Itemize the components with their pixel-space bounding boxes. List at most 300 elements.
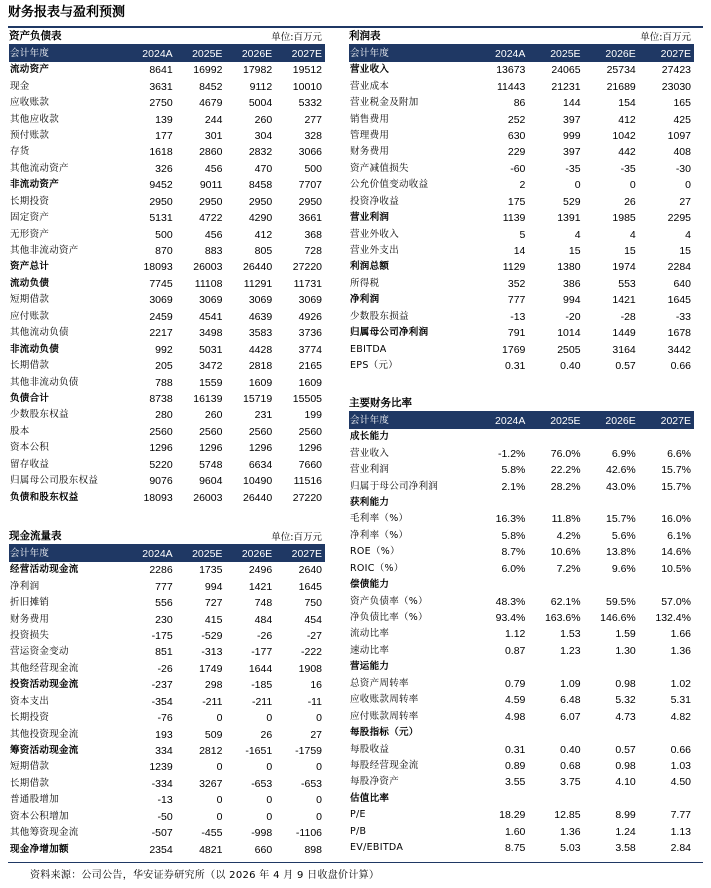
cell-value: 1.13	[670, 825, 691, 838]
source-note: 资料来源：公司公告，华安证券研究所（以 2026 年 4 月 9 日收盘价计算）	[30, 870, 380, 881]
table-row	[9, 292, 325, 308]
row-label: 净利率（%）	[350, 529, 409, 541]
cell-value: 2505	[557, 343, 581, 356]
cell-value: 4.50	[670, 776, 691, 789]
unit-label: 单位:百万元	[640, 32, 691, 43]
cell-value: 748	[254, 597, 273, 610]
cell-value: 23030	[661, 80, 691, 93]
cell-value: 27220	[292, 491, 322, 504]
year-header: 2026E	[225, 45, 275, 62]
cell-value: 1974	[612, 261, 636, 274]
cell-value: -26	[157, 662, 173, 675]
cell-value: 328	[304, 129, 322, 142]
cell-value: 0.98	[615, 759, 636, 772]
cell-value: 9112	[249, 80, 273, 93]
row-label: 营业外收入	[350, 228, 400, 240]
cell-value: -13	[157, 794, 173, 807]
table-row	[349, 725, 694, 741]
cell-value: -13	[510, 310, 526, 323]
cell-value: 2165	[298, 360, 322, 373]
cell-value: 10.5%	[661, 562, 691, 575]
cell-value: -185	[251, 679, 273, 692]
row-label: 筹资活动现金流	[10, 745, 79, 757]
cell-value: -33	[675, 310, 691, 323]
cell-value: 27	[679, 195, 691, 208]
cell-value: 205	[155, 360, 173, 373]
cell-value: 132.4%	[655, 612, 691, 625]
cell-value: -28	[620, 310, 636, 323]
table-row	[349, 610, 694, 626]
cell-value: 2860	[199, 146, 223, 159]
cell-value	[473, 791, 528, 807]
cell-value: 11.8%	[551, 513, 581, 526]
cash-flow-section	[9, 528, 325, 858]
table-row	[349, 95, 694, 111]
table-row	[9, 78, 325, 94]
cell-value	[584, 429, 639, 445]
cell-value: 175	[507, 195, 526, 208]
cell-value: 1.36	[670, 644, 691, 657]
cell-value: 470	[254, 162, 273, 175]
table-row	[349, 341, 694, 357]
cell-value	[584, 577, 639, 593]
cell-value: 0	[266, 761, 273, 774]
cell-value: 1645	[667, 294, 691, 307]
cell-value: 0	[316, 712, 322, 725]
cell-value: 0.98	[615, 677, 636, 690]
table-row	[9, 358, 325, 374]
ratios-section	[349, 395, 694, 856]
income-statement-section	[349, 28, 694, 374]
cell-value: 1042	[612, 129, 636, 142]
cell-value: 86	[513, 97, 526, 110]
table-row	[9, 792, 325, 808]
cell-value: 326	[155, 162, 173, 175]
row-label: 归属于母公司净利润	[350, 480, 439, 492]
table-row	[9, 391, 325, 407]
row-label: 获利能力	[350, 496, 390, 508]
cell-value: 4428	[248, 343, 273, 356]
cell-value: 59.5%	[605, 595, 636, 608]
cell-value: -11	[307, 695, 322, 708]
cell-value: 727	[204, 597, 223, 610]
year-header: 2027E	[639, 412, 694, 429]
row-label: 营业利润	[350, 464, 390, 476]
cell-value: 244	[204, 113, 223, 126]
cell-value: 10490	[243, 475, 273, 488]
balance-sheet-table	[9, 45, 325, 506]
cell-value: 4639	[248, 310, 273, 323]
cell-value: 0	[216, 761, 223, 774]
cell-value: 2832	[248, 146, 273, 159]
unit-label: 单位:百万元	[271, 532, 322, 543]
cell-value: 5.32	[615, 694, 636, 707]
table-row	[349, 429, 694, 445]
cell-value: 1296	[248, 442, 273, 455]
cell-value: 18.29	[499, 809, 526, 822]
table-row	[349, 577, 694, 593]
table-row	[349, 462, 694, 478]
cell-value: 415	[204, 613, 223, 626]
cell-value: -455	[201, 827, 223, 840]
cell-value: -313	[201, 646, 223, 659]
cell-value: 8738	[149, 392, 173, 405]
cell-value: 24065	[551, 64, 581, 77]
cell-value: 21689	[606, 80, 636, 93]
table-row	[9, 424, 325, 440]
cell-value: 1380	[557, 261, 581, 274]
cell-value: 3069	[298, 294, 322, 307]
cell-value: 1.24	[615, 825, 636, 838]
cell-value: 2295	[667, 212, 691, 225]
cell-value: 1678	[667, 327, 691, 340]
cell-value: 18093	[143, 491, 173, 504]
cell-value: 7707	[298, 179, 322, 192]
cell-value: 5004	[248, 97, 273, 110]
cell-value: 5.6%	[611, 529, 636, 542]
cell-value: 851	[155, 646, 173, 659]
year-header: 2025E	[528, 412, 583, 429]
cell-value: 27220	[292, 261, 322, 274]
cell-value: 2950	[248, 195, 273, 208]
cell-value: 999	[563, 129, 581, 142]
row-label: 速动比率	[350, 644, 390, 656]
cell-value: 4	[574, 228, 581, 241]
table-row	[9, 226, 325, 242]
table-row	[9, 309, 325, 325]
cell-value: 4.59	[504, 694, 526, 707]
section-title: 利润表	[349, 30, 381, 42]
cell-value: 1769	[502, 343, 526, 356]
cell-value: 76.0%	[550, 447, 581, 460]
cell-value: 2286	[149, 564, 173, 577]
table-row	[349, 676, 694, 692]
row-label: 成长能力	[350, 431, 390, 443]
row-label: 估值比率	[350, 792, 390, 804]
cell-value: 230	[155, 613, 173, 626]
cell-value: 1.23	[560, 644, 581, 657]
cell-value: 397	[563, 146, 581, 159]
cell-value: 2640	[298, 564, 322, 577]
cell-value: 1749	[199, 662, 223, 675]
table-row	[349, 177, 694, 193]
cell-value: 7660	[298, 458, 322, 471]
row-label: P/B	[350, 825, 367, 837]
cell-value: 177	[155, 129, 173, 142]
cell-value: 2560	[149, 425, 173, 438]
cell-value: 1296	[149, 442, 173, 455]
cell-value: 0.66	[670, 743, 691, 756]
table-row	[349, 276, 694, 292]
row-label: 短期借款	[10, 761, 50, 773]
table-row	[9, 562, 325, 578]
row-label: 经营活动现金流	[10, 564, 79, 576]
cell-value: 1.53	[560, 628, 581, 641]
row-label: 总资产周转率	[350, 677, 409, 689]
cell-value: 0.68	[560, 759, 581, 772]
cell-value: 883	[204, 245, 223, 258]
cell-value: 193	[155, 728, 173, 741]
table-row	[9, 628, 325, 644]
cell-value: 199	[304, 409, 322, 422]
row-label: P/E	[350, 809, 366, 821]
cell-value: 1449	[612, 327, 636, 340]
cell-value: 0.40	[560, 743, 581, 756]
cell-value: 26	[624, 195, 636, 208]
cell-value: 7.77	[670, 809, 691, 822]
row-label: 其他流动负债	[10, 327, 69, 339]
row-label: EPS（元）	[350, 360, 399, 372]
cell-value: 0	[629, 179, 636, 192]
table-row	[349, 210, 694, 226]
cell-value: 8641	[149, 64, 173, 77]
cell-value: -211	[251, 695, 273, 708]
cell-value: 144	[563, 97, 581, 110]
cell-value: 5.03	[560, 842, 581, 855]
cell-value	[473, 429, 528, 445]
table-row	[9, 595, 325, 611]
table-row	[9, 374, 325, 390]
table-row	[9, 407, 325, 423]
cell-value: -60	[510, 162, 526, 175]
row-label: 营运能力	[350, 661, 390, 673]
row-label: 净利润	[10, 580, 40, 592]
table-row	[349, 758, 694, 774]
cell-value: 1014	[557, 327, 581, 340]
row-label: 负债合计	[10, 392, 50, 404]
cell-value	[639, 577, 694, 593]
cell-value: 0.57	[615, 743, 636, 756]
cell-value: 2950	[298, 195, 322, 208]
cell-value: 43.0%	[605, 480, 636, 493]
cell-value: 630	[507, 129, 526, 142]
cell-value: 728	[304, 245, 322, 258]
row-label: 长期借款	[10, 360, 50, 372]
row-label: 流动比率	[350, 628, 390, 640]
cell-value: 3736	[298, 327, 322, 340]
cell-value: 25734	[606, 64, 636, 77]
cell-value: 1.02	[670, 677, 691, 690]
table-row	[349, 511, 694, 527]
row-label: 财务费用	[350, 146, 390, 158]
cell-value: 15	[679, 245, 691, 258]
cell-value: 26440	[243, 491, 273, 504]
cell-value: 3267	[199, 777, 223, 790]
table-row	[9, 194, 325, 210]
cell-value: 3774	[298, 343, 322, 356]
table-row	[349, 243, 694, 259]
cell-value: 2560	[298, 425, 322, 438]
unit-label: 单位:百万元	[271, 32, 322, 43]
cell-value: 2459	[149, 310, 173, 323]
row-label: 股本	[10, 425, 30, 437]
cell-value: 154	[618, 97, 636, 110]
year-header: 2026E	[225, 545, 275, 562]
cell-value: 15	[624, 245, 636, 258]
cell-value: -507	[151, 827, 173, 840]
cell-value: -222	[300, 646, 322, 659]
cell-value: 14	[513, 245, 526, 258]
cell-value: 3069	[199, 294, 223, 307]
table-row	[9, 759, 325, 775]
cell-value: 1609	[298, 376, 322, 389]
cell-value: 992	[155, 343, 173, 356]
table-row	[9, 128, 325, 144]
cell-value	[473, 495, 528, 511]
cell-value: 0.31	[504, 743, 526, 756]
cell-value: 27423	[661, 64, 691, 77]
cell-value: 2	[519, 179, 526, 192]
table-row	[9, 473, 325, 489]
table-row	[9, 62, 325, 78]
row-label: 净利润	[350, 294, 380, 306]
cell-value: 6.0%	[501, 562, 526, 575]
footer-divider	[8, 862, 703, 863]
cell-value: 0.87	[504, 644, 526, 657]
cell-value: 0	[316, 761, 322, 774]
row-label: 存货	[10, 146, 30, 158]
cell-value	[639, 659, 694, 675]
cell-value: 777	[155, 580, 173, 593]
cell-value: 7.2%	[556, 562, 581, 575]
cell-value: 27	[310, 728, 322, 741]
cell-value: 62.1%	[550, 595, 581, 608]
cell-value: 0	[316, 794, 322, 807]
cell-value: 386	[563, 277, 581, 290]
cell-value: 57.0%	[661, 595, 691, 608]
table-row	[9, 440, 325, 456]
cell-value: 11443	[496, 80, 526, 93]
cell-value: 11108	[194, 277, 223, 290]
cell-value: 0	[685, 179, 691, 192]
cell-value	[528, 659, 583, 675]
cell-value: 509	[204, 728, 223, 741]
row-label: 其他投资现金流	[10, 728, 79, 740]
cell-value: 13673	[496, 64, 526, 77]
cell-value: 280	[155, 409, 173, 422]
year-header: 2026E	[584, 45, 639, 62]
table-row	[9, 578, 325, 594]
row-label: 归属母公司净利润	[350, 327, 429, 339]
cell-value: 21231	[551, 80, 581, 93]
table-row	[9, 825, 325, 841]
cell-value: 0	[266, 810, 273, 823]
cell-value: 1559	[199, 376, 223, 389]
section-title: 现金流量表	[9, 530, 62, 542]
cell-value	[528, 495, 583, 511]
cell-value: 9076	[149, 475, 173, 488]
row-label: 现金	[10, 80, 30, 92]
cell-value: 8.75	[504, 842, 526, 855]
cell-value: 3066	[298, 146, 322, 159]
table-row	[349, 544, 694, 560]
cell-value	[639, 495, 694, 511]
cell-value: 5.8%	[501, 464, 526, 477]
row-label: 管理费用	[350, 129, 390, 141]
cell-value	[584, 659, 639, 675]
income-statement-table	[349, 45, 694, 374]
cell-value: 22.2%	[550, 464, 581, 477]
cell-value: 15.7%	[661, 464, 691, 477]
section-title: 资产负债表	[9, 30, 62, 42]
table-row	[349, 561, 694, 577]
cell-value: 788	[155, 376, 173, 389]
cell-value: 5031	[199, 343, 223, 356]
row-label: 应付账款	[10, 310, 50, 322]
table-row	[349, 528, 694, 544]
table-row	[349, 309, 694, 325]
cell-value: 11731	[293, 277, 322, 290]
cell-value: -35	[620, 162, 636, 175]
row-label: 短期借款	[10, 294, 50, 306]
table-row	[349, 807, 694, 823]
cell-value: 1421	[612, 294, 636, 307]
cell-value: 500	[304, 162, 322, 175]
table-row	[349, 824, 694, 840]
cell-value: 1.60	[504, 825, 526, 838]
cell-value: -50	[157, 810, 173, 823]
table-row	[9, 210, 325, 226]
row-label: 投资活动现金流	[10, 679, 79, 691]
cell-value	[528, 429, 583, 445]
table-row	[9, 276, 325, 292]
cell-value: 556	[155, 597, 173, 610]
cell-value: 0.66	[670, 360, 691, 373]
table-row	[9, 677, 325, 693]
cell-value: 3583	[248, 327, 273, 340]
cell-value: 9604	[199, 475, 223, 488]
cell-value: 4722	[199, 212, 223, 225]
cash-flow-table	[9, 545, 325, 858]
table-row	[349, 128, 694, 144]
cell-value: 14.6%	[661, 546, 691, 559]
cell-value: 1129	[502, 261, 526, 274]
row-label: 财务费用	[10, 613, 50, 625]
cell-value: 229	[507, 146, 526, 159]
cell-value: -237	[151, 679, 173, 692]
cell-value: 5.31	[670, 694, 691, 707]
row-label: 营业外支出	[350, 245, 400, 257]
table-row	[349, 259, 694, 275]
cell-value: 0	[216, 794, 223, 807]
row-label: 流动负债	[10, 277, 50, 289]
cell-value: 277	[304, 113, 322, 126]
cell-value: 2818	[248, 360, 273, 373]
cell-value: 4821	[199, 843, 223, 856]
cell-value: 7745	[149, 277, 173, 290]
cell-value: 252	[507, 113, 526, 126]
row-label: 资本支出	[10, 695, 50, 707]
table-row	[9, 841, 325, 857]
cell-value: 397	[563, 113, 581, 126]
cell-value: 0.89	[504, 759, 526, 772]
row-label: 留存收益	[10, 458, 50, 470]
cell-value: 1296	[298, 442, 322, 455]
cell-value: 6.1%	[667, 529, 691, 542]
table-row	[349, 593, 694, 609]
cell-value: 1.36	[560, 825, 581, 838]
row-label: 长期投资	[10, 712, 50, 724]
row-label: 每股经营现金流	[350, 759, 419, 771]
row-label: 所得税	[350, 277, 380, 289]
row-label: 归属母公司股东权益	[10, 475, 99, 487]
cell-value: -354	[151, 695, 173, 708]
cell-value: 6634	[248, 458, 273, 471]
cell-value: 3472	[199, 360, 223, 373]
row-label: 净负债比率（%）	[350, 612, 428, 624]
cell-value: -177	[251, 646, 273, 659]
cell-value: 16992	[193, 64, 223, 77]
